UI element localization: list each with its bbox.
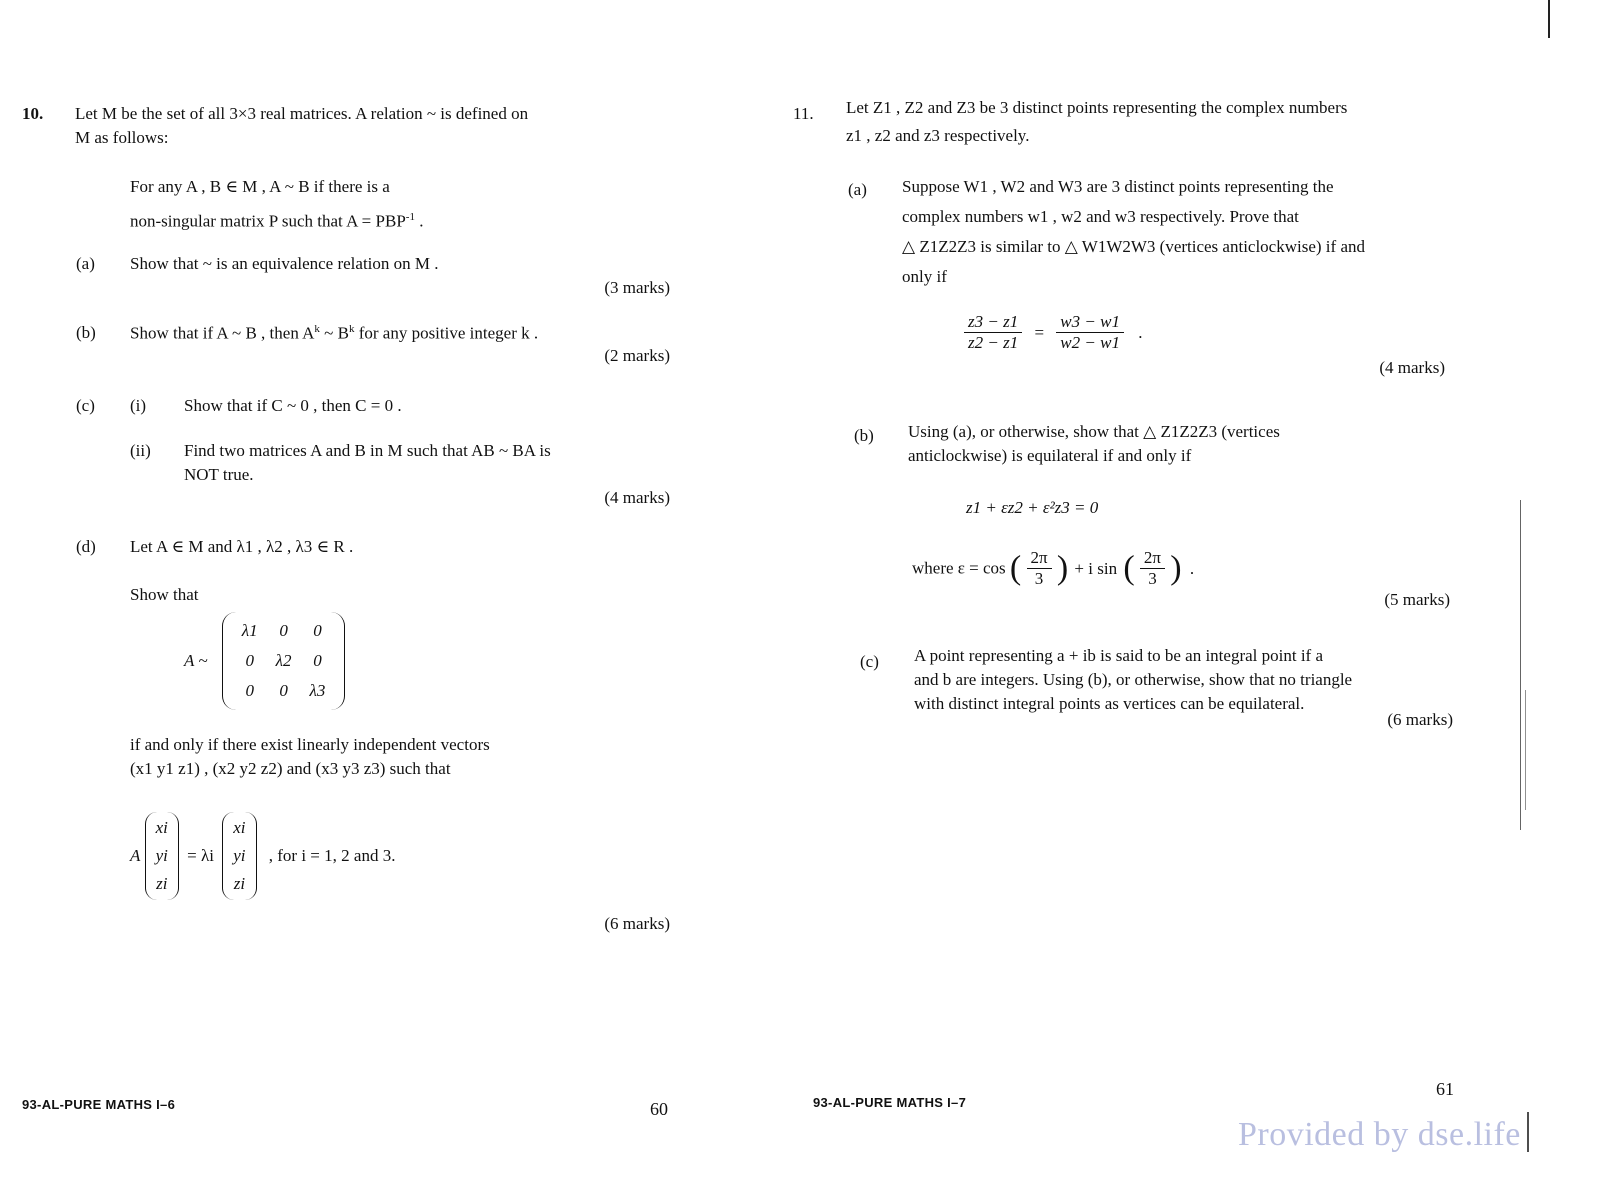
q10-d-condition: if and only if there exist linearly independent vectors (x1 y1 z1) , (x2 y2 z2) and (x3 y3 z3) such that — [130, 735, 490, 778]
vector-left — [145, 812, 179, 900]
period: . — [1138, 322, 1143, 342]
matrix-cell: 0 — [313, 621, 322, 640]
q11-part-a-text: Suppose W1 , W2 and W3 are 3 distinct points representing the complex numbers w1 , w2 and w3 respectively. Prove that △ Z1Z2Z3 is similar to △ W1W2W3 (vertices anticlockwise) if and only if — [902, 177, 1365, 286]
vector-cell: xi — [155, 818, 168, 837]
left-footer-code: 93-AL-PURE MATHS I–6 — [22, 1097, 176, 1112]
matrix-cell: 0 — [313, 651, 322, 670]
vector-right — [222, 812, 256, 900]
question-10-number: 10. — [22, 104, 44, 123]
q10-b-sup-2: k — [348, 323, 355, 335]
q10-intro-line2: M as follows: — [75, 128, 169, 147]
question-10-intro — [75, 102, 675, 150]
q11-equilateral-equation: z1 + εz2 + ε²z3 = 0 — [966, 498, 1099, 517]
fraction-z — [964, 312, 1022, 353]
q10-intro-line1: Let M be the set of all 3×3 real matrices. A relation ~ is defined on — [75, 104, 529, 123]
matrix-cell: 0 — [245, 681, 254, 700]
fraction-w — [1056, 312, 1124, 353]
q11-part-b-label: (b) — [854, 426, 874, 445]
q10-diagonal-matrix-equation — [184, 612, 345, 710]
q10-part-b-label: (b) — [76, 323, 96, 342]
q10-eigen-equation — [130, 812, 395, 900]
q11-part-c-marks: (6 marks) — [1387, 710, 1453, 729]
q10-part-d-marks: (6 marks) — [604, 914, 670, 933]
q11-similarity-equation — [960, 312, 1142, 353]
vector-cell: yi — [155, 846, 168, 865]
where-text: where ε = cos — [912, 558, 1006, 578]
period: . — [1189, 558, 1195, 578]
q11-part-b-text: Using (a), or otherwise, show that △ Z1Z2Z3 (vertices anticlockwise) is equilateral if and only if — [908, 422, 1280, 465]
q10-def-line1: For any A , B ∈ M , A ~ B if there is a — [130, 177, 390, 196]
q10-part-a-label: (a) — [76, 254, 95, 273]
q10-part-c-i-text: Show that if C ~ 0 , then C = 0 . — [184, 396, 402, 415]
right-page-number: 61 — [1436, 1079, 1454, 1099]
question-11-number: 11. — [793, 104, 814, 123]
equals-sign: = — [1034, 322, 1045, 342]
matrix-cell: 0 — [245, 651, 254, 670]
vector-cell: yi — [233, 846, 246, 865]
q10-part-b-text: Show that if A ~ B , then $A^k$ ~ $B^k$ for any positive integer k . — [130, 323, 539, 343]
matrix-cell: 0 — [279, 681, 288, 700]
q10-part-c-marks: (4 marks) — [604, 488, 670, 507]
q11-part-a-marks: (4 marks) — [1379, 358, 1445, 377]
eq-tail: , for i = 1, 2 and 3. — [268, 846, 396, 865]
scan-edge-mark — [1527, 1112, 1529, 1152]
scan-edge-mark — [1548, 0, 1550, 38]
q10-part-d-show-that: Show that — [130, 585, 199, 604]
q10-part-c-ii-text: Find two matrices A and B in M such that AB ~ BA is NOT true. — [184, 441, 551, 484]
q10-part-c-i-label: (i) — [130, 396, 147, 415]
vector-cell: zi — [233, 874, 246, 893]
q10-part-c-label: (c) — [76, 396, 95, 415]
matrix-prefix: A ~ — [184, 651, 208, 670]
fraction-z-denominator: z2 − z1 — [968, 333, 1019, 352]
two-pi-over-three-sin: $\frac{2\pi}{3}$ — [1140, 548, 1165, 589]
paren-open: ( — [1123, 549, 1135, 587]
matrix-cell: λ1 — [241, 621, 258, 640]
fraction-z-numerator: z3 − z1 — [964, 312, 1022, 333]
vector-cell: zi — [156, 874, 168, 893]
q10-part-a-marks: (3 marks) — [604, 278, 670, 297]
left-page-number: 60 — [650, 1099, 668, 1119]
q10-part-a-text: Show that ~ is an equivalence relation on M . — [130, 254, 439, 273]
paren-close: ) — [1056, 549, 1069, 587]
q10-def-inverse-sup: -1 — [405, 211, 415, 223]
q11-part-c-text: A point representing a + ib is said to be an integral point if a and b are integers. Using (b), or otherwise, show that no triangle with distinct integral points as vertices can be equilateral. — [914, 646, 1353, 713]
q11-part-b-marks: (5 marks) — [1384, 590, 1450, 609]
q11-part-c-label: (c) — [860, 652, 879, 671]
q10-part-b-marks: (2 marks) — [604, 346, 670, 365]
two-pi-over-three-cos: $\frac{2\pi}{3}$ — [1027, 548, 1052, 589]
watermark-text: Provided by dse.life — [1238, 1116, 1521, 1153]
q11-epsilon-definition — [912, 548, 1194, 589]
matrix-cell: λ3 — [309, 681, 326, 700]
question-11-intro: Let Z1 , Z2 and Z3 be 3 distinct points representing the complex numbers z1 , z2 and z3 respectively. — [846, 98, 1348, 145]
matrix-cell: λ2 — [275, 651, 292, 670]
q10-b-sup-1: k — [314, 323, 320, 335]
eq-a: A — [130, 846, 141, 865]
fraction-w-denominator: w2 − w1 — [1060, 333, 1120, 352]
scan-edge-mark — [1525, 690, 1526, 810]
eq-mid: = λi — [187, 846, 214, 865]
plus-isin: + i sin — [1074, 558, 1118, 578]
q10-part-d-label: (d) — [76, 537, 96, 556]
q11-part-a-label: (a) — [848, 180, 867, 199]
paren-open: ( — [1009, 549, 1022, 587]
fraction-w-numerator: w3 − w1 — [1056, 312, 1124, 333]
scan-edge-mark — [1520, 500, 1521, 830]
matrix-cell: 0 — [279, 621, 288, 640]
q10-def-line2: non-singular matrix P such that $A = PBP^{-1}$ . — [130, 211, 424, 231]
paren-close: ) — [1170, 549, 1182, 587]
right-footer-code: 93-AL-PURE MATHS I–7 — [813, 1095, 967, 1110]
diagonal-matrix — [222, 612, 346, 710]
vector-cell: xi — [233, 818, 246, 837]
q10-part-d-text: Let A ∈ M and λ1 , λ2 , λ3 ∈ R . — [130, 537, 354, 556]
q10-definition — [130, 175, 650, 234]
q10-part-c-ii-label: (ii) — [130, 441, 151, 460]
